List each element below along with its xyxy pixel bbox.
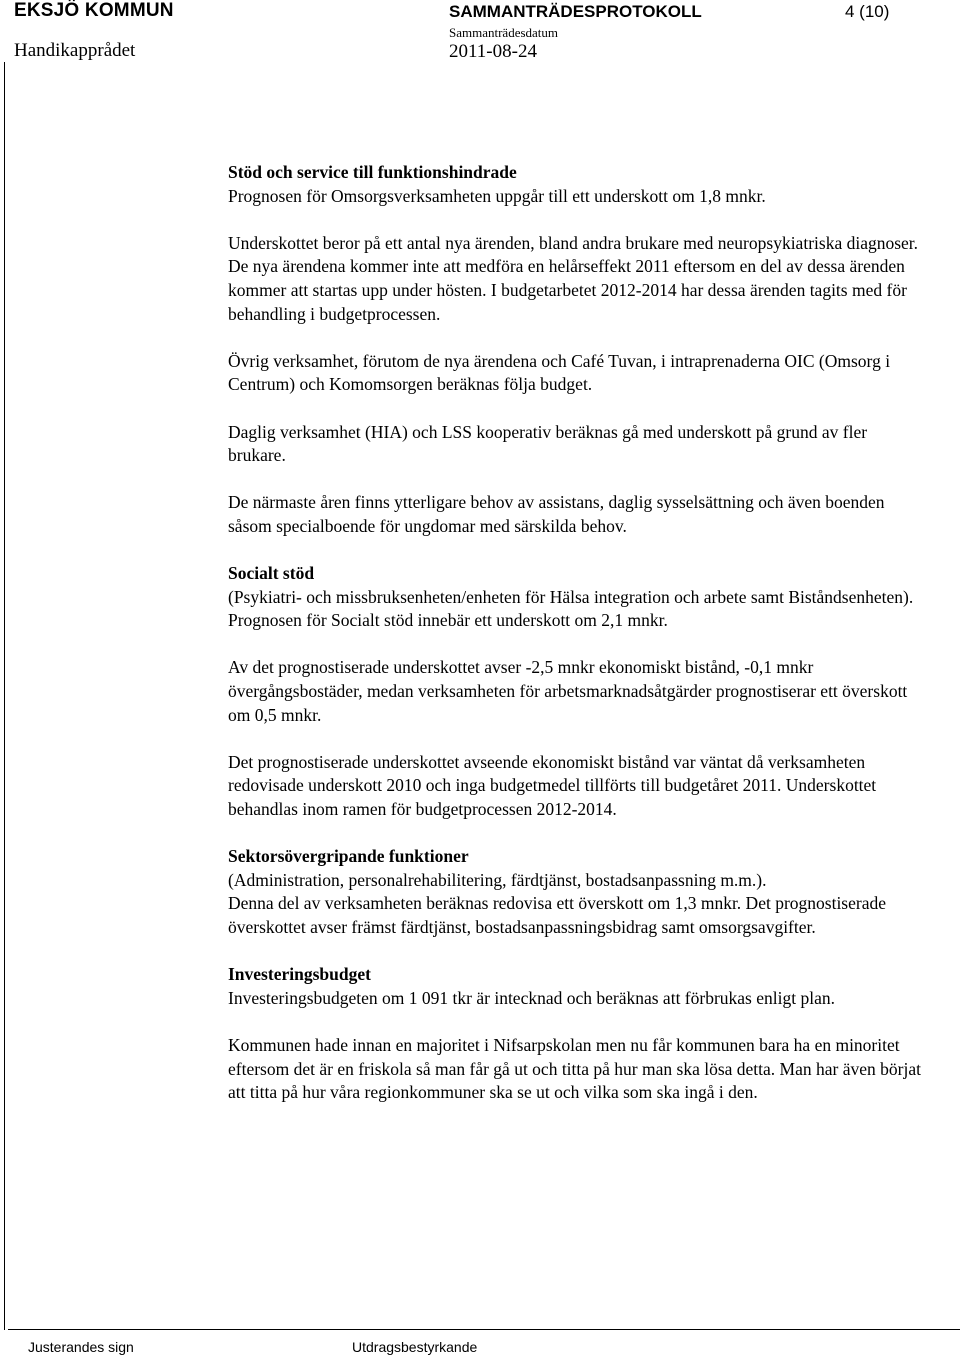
section-sektorsovergripande xyxy=(228,845,928,939)
header-page-number: 4 (10) xyxy=(845,2,890,21)
footer-utdragsbestyrkande: Utdragsbestyrkande xyxy=(352,1339,478,1355)
section-heading: Investeringsbudget xyxy=(228,964,371,985)
paragraph: Kommunen hade innan en majoritet i Nifsarpskolan men nu får kommunen bara ha en minoritet eftersom det är en friskola så man får gå ut och titta på hur man ska lösa detta. Man har även börjat att titta på hur våra regionkommuner ska se ut och vilka som ska ingå i den. xyxy=(228,1034,921,1103)
header-municipality: EKSJÖ KOMMUN xyxy=(14,0,174,21)
paragraph: Denna del av verksamheten beräknas redovisa ett överskott om 1,3 mnkr. Det prognostiserade överskottet avser främst färdtjänst, bostadsanpassningsbidrag samt omsorgsavgifter. xyxy=(228,893,887,937)
paragraph: (Psykiatri- och missbruksenheten/enheten för Hälsa integration och arbete samt Biståndsenheten). Prognosen för Socialt stöd innebär ett underskott om 2,1 mnkr. xyxy=(228,586,914,631)
paragraph: Prognosen för Omsorgsverksamheten uppgår till ett underskott om 1,8 mnkr. xyxy=(228,185,766,206)
section-heading: Stöd och service till funktionshindrade xyxy=(228,162,517,182)
header-date: 2011-08-24 xyxy=(449,41,537,62)
paragraph: Daglig verksamhet (HIA) och LSS kooperativ beräknas gå med underskott på grund av fler brukare. xyxy=(228,421,868,466)
footer-justerandes-sign: Justerandes sign xyxy=(28,1339,134,1355)
paragraph: (Administration, personalrehabilitering, färdtjänst, bostadsanpassning m.m.). xyxy=(228,869,767,890)
paragraph: Underskottet beror på ett antal nya ärenden, bland andra brukare med neuropsykiatriska diagnoser. De nya ärendena kommer inte att medföra en helårseffekt 2011 eftersom en del av dessa ärenden kommer att startas upp under hösten. I budgetarbetet 2012-2014 har dessa ärenden tagits med för behandling i budgetprocessen. xyxy=(228,232,919,324)
section-socialt-stod xyxy=(228,562,928,822)
left-margin-rule xyxy=(4,62,5,1330)
section-investeringsbudget xyxy=(228,963,928,1105)
header-date-label: Sammanträdesdatum xyxy=(449,25,559,40)
paragraph: Av det prognostiserade underskottet avser -2,5 mnkr ekonomiskt bistånd, -0,1 mnkr övergångsbostäder, medan verksamheten för arbetsmarknadsåtgärder prognostiserar ett överskott om 0,5 mnkr. xyxy=(228,657,908,725)
section-heading: Sektorsövergripande funktioner xyxy=(228,846,469,867)
section-funktionshindrade xyxy=(228,161,928,539)
paragraph: Övrig verksamhet, förutom de nya ärendena och Café Tuvan, i intraprenaderna OIC (Omsorg i Centrum) och Komomsorgen beräknas följa budget. xyxy=(228,350,891,395)
paragraph: Investeringsbudgeten om 1 091 tkr är intecknad och beräknas att förbrukas enligt plan. xyxy=(228,987,835,1008)
footer-rule xyxy=(8,1329,960,1330)
header-body-name: Handikapprådet xyxy=(14,40,136,61)
header-document-type: SAMMANTRÄDESPROTOKOLL xyxy=(449,2,702,21)
paragraph: Det prognostiserade underskottet avseende ekonomiskt bistånd var väntat då verksamheten redovisade underskott 2010 och inga budgetmedel tillförts till budgetåret 2011. Underskottet behandlas inom ramen för budgetprocessen 2012-2014. xyxy=(228,751,877,820)
paragraph: De närmaste åren finns ytterligare behov av assistans, daglig sysselsättning och även boenden såsom specialboende för ungdomar med särskilda behov. xyxy=(228,492,885,536)
protocol-content xyxy=(228,161,928,1128)
section-heading: Socialt stöd xyxy=(228,563,315,584)
